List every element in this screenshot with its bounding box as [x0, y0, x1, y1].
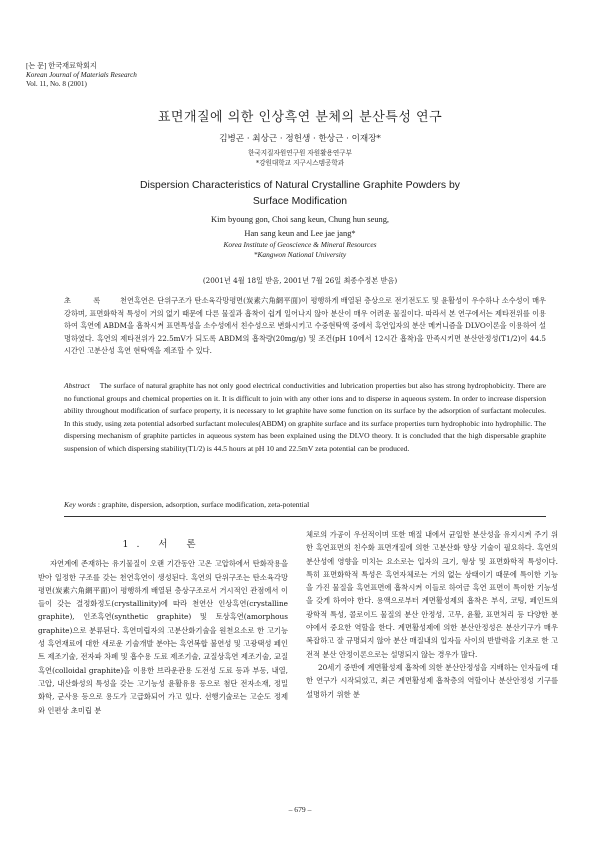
korean-abstract [64, 295, 546, 358]
journal-line-1: [논 문] 한국재료학회지 [26, 62, 97, 70]
left-column [38, 538, 288, 717]
korean-abstract-text: 천연흑연은 단위구조가 탄소육각망평면(炭素六角網平面)이 평행하게 배열된 층상으로 전기전도도 및 윤활성이 우수하나 소수성이 매우 강하며, 표면화학적 특성이 거의 없기 때문에 다른 물질과 흡착이 쉽게 일어나지 않아 분산이 매우 어려운 물질이다. 따라서 본 연구에서는 제타전위를 이용하여 흑연에 ABDM을 흡착시켜 표면특성을 소수성에서 친수성으로 변화시키고 수중현탁액 중에서 흑연입자의 분산 메커니즘을 DLVO이론을 이용하여 설명하였다. 흑연의 제타전위가 22.5mV가 되도록 ABDM의 흡착량(20mg/g) 및 조건(pH 10에서 12시간 흡착)을 만족시키면 분산안정성(T1/2)이 44.5시간인 고분산성 흑연 현탁액을 제조할 수 있다. [64, 296, 546, 356]
korean-affiliation [0, 148, 600, 168]
right-column [306, 528, 558, 701]
english-abstract [64, 380, 546, 456]
english-abstract-label: Abstract [64, 381, 90, 390]
english-title-line-1: Dispersion Characteristics of Natural Crystalline Graphite Powders by [140, 180, 460, 191]
english-affiliation-line-1: Korea Institute of Geoscience & Mineral Resources [223, 240, 377, 249]
english-authors-line-2: Han sang keun and Lee jae jang* [244, 229, 356, 238]
received-dates: (2001년 4월 18일 받음, 2001년 7월 26일 최종수정본 받음) [202, 276, 398, 285]
journal-line-2: Korean Journal of Materials Research [26, 71, 137, 79]
keywords-label: Key words [64, 500, 96, 509]
korean-title: 표면개질에 의한 인상흑연 분체의 분산특성 연구 [157, 110, 443, 125]
page-number: – 679 – [288, 805, 312, 814]
english-affiliation [0, 240, 600, 260]
english-abstract-text: The surface of natural graphite has not only good electrical conductivities and lubrication properties but also has strong hydrophobicity. There are no functional groups and chemical properties on it. It is difficult to join with any other ions and to disperse in aqueous system. In order to increase dispersion ability throughout modification of surface property, it is necessary to let graphite have some function on its surface by the adsorption of surfactant molecules. In this study, using zeta potential adsorbed surfactant molecules(ABDM) on graphite surface and its surface properties turn hydrophobic into hydrophilic. The dispersing mechanism of graphite particles in aqueous system has been explained using the DLVO theory. It is concluded that the high dispersable graphite suspension of which dispersing stability(T1/2) is 44.5 hours at pH 10 and 22.5mV zeta potential can be produced. [64, 381, 546, 453]
english-authors-line-1: Kim byoung gon, Choi sang keun, Chung hun seung, [211, 215, 389, 224]
section-divider [64, 516, 546, 517]
journal-header [26, 62, 137, 89]
section-heading-introduction: 1. 서 론 [122, 539, 204, 550]
korean-affiliation-line-1: 한국지질자원연구원 자원활용연구부 [247, 149, 352, 157]
korean-affiliation-line-2: *강원대학교 지구시스템공학과 [255, 159, 345, 167]
journal-line-3: Vol. 11, No. 8 (2001) [26, 80, 87, 88]
right-column-paragraph-1: 체로의 가공이 우선적이며 또한 매질 내에서 균일한 분산성을 유지시켜 주기 위한 흑연표면의 친수화 표면개질에 의한 고분산화 향상 기술이 필요하다. 흑연의 분산성에 영향을 미치는 요소로는 입자의 크기, 형상 및 표면화학적 특성이다. 특히 표면화학적 특성은 흑연자체로는 거의 없는 상태이기 때문에 특이한 기능을 가진 물질을 흑연표면에 흡착시켜 이들로 하여금 흑연 표면이 특이한 기능성을 갖게 하여야 한다. 용액으로부터 계면활성제의 흡착은 부식, 코팅, 페인트의 광학적 특성, 콜로이드 물질의 분산 안정성, 고무, 윤활, 표면처리 등 다양한 분야에서 중요한 역할을 한다. 계면활성제에 의한 분산안정성은 분산기구가 매우 복잡하고 잘 규명되지 않아 분산 매질내의 입자들 사이의 반발력을 기초로 한 고전적 분산 안정이론으로는 설명되지 않는 경우가 많다. [306, 530, 558, 659]
english-authors [0, 213, 600, 241]
left-column-paragraph: 자연계에 존재하는 유기물질이 오랜 기간동안 고온 고압하에서 탄화작용을 받아 일정한 구조를 갖는 천연흑연이 생성된다. 흑연의 단위구조는 탄소육각망평면(炭素六角網平面)이 평행하게 배열된 층상구조로서 거시적인 관점에서 이들이 갖는 결정화정도(crystallinity)에 따라 천연산 인상흑연(crystalline graphite), 인조흑연(synthetic graphite) 및 토상흑연(amorphous graphite)으로 분류된다. 흑연미립자의 고분산화기술을 원천요소로 한 고기능성 흑연재료에 대한 새로운 기술개발 분야는 흑연복합 불연성 및 고광택성 페인트 제조기술, 전자파 차폐 및 흡수용 도료 제조기술, 교질상흑연 제조기술, 교질흑연(colloidal graphite)을 이용한 브라운관용 도전성 도료 등과 부동, 내열, 고압, 내산화성의 특성을 갖는 고기능성 윤활유용 등으로 첨단 전자소재, 정밀화학, 군사용 등으로 용도가 고급화되어 가고 있다. 선행기술로는 고순도 정제와 인편상 초미립 분 [38, 559, 288, 715]
korean-abstract-label: 초 록 [64, 296, 111, 305]
english-affiliation-line-2: *Kangwon National University [253, 250, 347, 259]
korean-authors: 김병곤 · 최상근 · 정헌생 · 한상근 · 이재장* [219, 134, 381, 144]
keywords-text: : graphite, dispersion, adsorption, surface modification, zeta-potential [97, 500, 310, 509]
english-title [0, 178, 600, 210]
keywords [64, 500, 546, 509]
right-column-paragraph-2: 20세기 중반에 계면활성제 흡착에 의한 분산안정성을 지배하는 인자들에 대한 연구가 시작되었고, 최근 계면활성제 흡착층의 역할이나 분산안정성 기구를 설명하기 위한 분 [306, 662, 558, 699]
english-title-line-2: Surface Modification [252, 196, 348, 207]
